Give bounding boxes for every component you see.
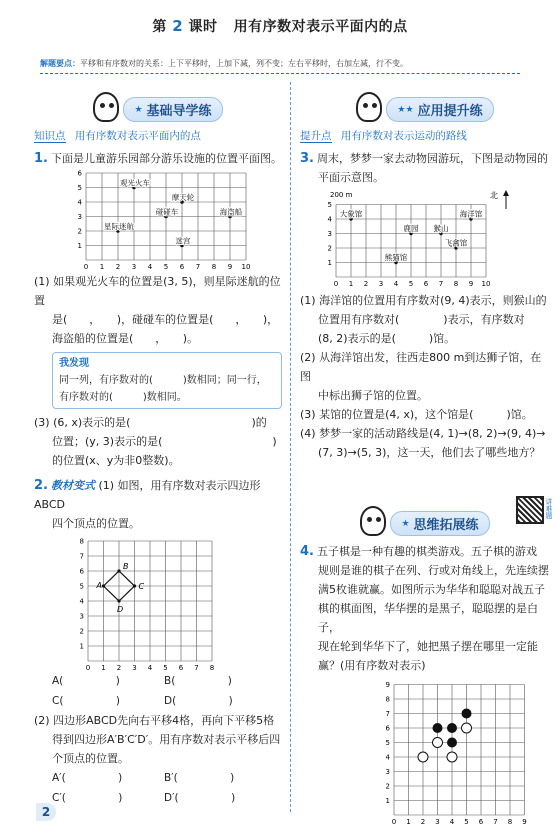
answer-a: A( ) xyxy=(52,675,120,687)
answer-c-prime: C′( ) xyxy=(52,792,123,804)
x-tick-label: 10 xyxy=(241,263,251,271)
q4-line6: 赢？(用有序数对表示) xyxy=(318,659,426,672)
x-tick-label: 6 xyxy=(178,664,184,671)
q4-line5: 现在轮到华华下了，她把黑子摆在哪里一定能 xyxy=(318,640,538,653)
lesson-number: 2 xyxy=(172,17,184,35)
x-tick-label: 0 xyxy=(333,280,339,288)
q4-line1: 五子棋是一种有趣的棋类游戏。五子棋的游戏 xyxy=(316,545,537,558)
tips-label: 解题要点： xyxy=(40,59,80,68)
white-stone xyxy=(447,752,457,762)
x-tick-label: 2 xyxy=(116,664,122,671)
x-tick-label: 0 xyxy=(85,664,91,671)
x-tick-label: 0 xyxy=(391,818,397,825)
location-label: 飞禽馆 xyxy=(444,238,468,248)
point-label: 迷宫 xyxy=(175,236,191,246)
question-text: 下面是儿童游乐园部分游乐设施的位置平面图。 xyxy=(50,152,282,165)
y-tick-label: 1 xyxy=(79,642,84,651)
x-tick-label: 7 xyxy=(194,664,199,671)
y-tick-label: 5 xyxy=(77,184,82,192)
answer-b: B( ) xyxy=(164,675,232,687)
section-banner xyxy=(123,97,222,122)
point-label: 星际迷航 xyxy=(104,222,134,231)
q2-part1-line2: 四个顶点的位置。 xyxy=(52,517,140,530)
lesson-prefix: 第 xyxy=(152,19,167,35)
lesson-title: 用有序数对表示平面内的点 xyxy=(233,19,408,35)
y-tick-label: 1 xyxy=(327,259,332,267)
white-stone xyxy=(462,723,472,733)
q4-line3: 满5枚谁就赢。如图所示为华华和聪聪对战五子 xyxy=(318,583,545,596)
section-header-basic xyxy=(34,82,282,122)
discover-box xyxy=(52,352,282,409)
q3-part1-line2: 位置用有序数对( )表示，有序数对 xyxy=(318,313,525,326)
x-tick-label: 3 xyxy=(378,280,384,288)
question-text-2: 平面示意图。 xyxy=(318,171,384,184)
x-tick-label: 0 xyxy=(83,263,89,271)
kp-label: 知识点 xyxy=(34,130,66,142)
question-number: 2. xyxy=(34,478,48,493)
answer-a-prime: A′( ) xyxy=(52,772,123,784)
star-icon: ★ xyxy=(401,518,410,529)
question-4 xyxy=(300,542,550,561)
x-tick-label: 4 xyxy=(393,280,399,288)
x-tick-label: 7 xyxy=(493,818,498,825)
x-tick-label: 7 xyxy=(195,263,201,271)
x-tick-label: 6 xyxy=(179,263,185,271)
q2-answers-row2 xyxy=(34,691,282,711)
location-label: 熊猫馆 xyxy=(384,253,408,262)
x-tick-label: 5 xyxy=(408,280,414,288)
black-stone xyxy=(447,723,457,733)
q3-part3: (3) 某馆的位置是(4, x)，这个馆是( )馆。 xyxy=(300,408,533,421)
q3-part1-line3: (8, 2)表示的是( )馆。 xyxy=(318,332,456,345)
q1-part3-line2: 位置；(y, 3)表示的是( ) xyxy=(52,435,277,448)
x-tick-label: 5 xyxy=(163,664,168,671)
x-tick-label: 10 xyxy=(481,280,491,288)
question-1 xyxy=(34,149,282,168)
q2-answers-row3 xyxy=(34,768,282,788)
x-tick-label: 3 xyxy=(131,263,137,271)
y-tick-label: 4 xyxy=(327,215,332,224)
discover-line2: 有序数对的( )数相同。 xyxy=(59,392,187,403)
y-tick-label: 3 xyxy=(327,230,332,238)
q4-line2: 规则是谁的棋子在列、行或对角线上，先连续摆 xyxy=(318,564,549,577)
question-number: 3. xyxy=(300,151,314,166)
kp-label: 提升点 xyxy=(300,130,332,142)
x-tick-label: 3 xyxy=(435,818,440,825)
question-number: 4. xyxy=(300,544,314,559)
point-label: 观光火车 xyxy=(120,178,150,188)
q2-answers-row1 xyxy=(34,671,282,691)
q2-part2-line1: (2) 四边形ABCD先向右平移4格，再向下平移5格 xyxy=(34,714,275,727)
section-banner xyxy=(390,511,489,536)
y-tick-label: 3 xyxy=(77,213,82,221)
playground-grid-chart xyxy=(34,168,254,272)
q1-part1-line1: (1) 如果观光火车的位置是(3, 5)，则星际迷航的位置 xyxy=(34,275,281,307)
section-banner xyxy=(386,97,493,122)
y-tick-label: 4 xyxy=(79,597,84,606)
y-tick-label: 1 xyxy=(385,797,390,805)
section-header-apply xyxy=(300,82,550,122)
q1-part3-line1: (3) (6, x)表示的是( )的 xyxy=(34,416,267,429)
vertex-point xyxy=(117,599,120,602)
point-label: 碰碰车 xyxy=(155,207,179,217)
x-tick-label: 2 xyxy=(420,818,426,825)
question-2 xyxy=(34,476,282,514)
y-tick-label: 5 xyxy=(385,739,390,747)
x-tick-label: 1 xyxy=(101,664,106,671)
tips-bar xyxy=(40,58,520,74)
q3-part2-line1: (2) 从海洋馆出发，往西走800 m到达狮子馆，在图 xyxy=(300,351,542,383)
x-tick-label: 8 xyxy=(453,280,459,288)
right-column xyxy=(300,82,553,825)
star-icon: ★★ xyxy=(397,104,414,115)
question-text: 周末，梦梦一家去动物园游玩，下图是动物园的 xyxy=(316,152,548,165)
mascot-icon xyxy=(360,506,386,536)
x-tick-label: 1 xyxy=(406,818,411,825)
qr-code-icon[interactable] xyxy=(516,496,544,524)
x-tick-label: 2 xyxy=(115,263,121,271)
black-stone xyxy=(447,738,457,748)
location-label: 海洋馆 xyxy=(459,209,483,219)
q1-part3-line3: 的位置(x、y为非0整数)。 xyxy=(52,454,180,467)
location-label: 鹿园 xyxy=(403,224,419,233)
q2-part2-line2: 得到四边形A′B′C′D′。用有序数对表示平移后四 xyxy=(52,733,281,746)
star-icon: ★ xyxy=(134,104,143,115)
black-stone xyxy=(433,723,443,733)
q2-part2-line3: 个顶点的位置。 xyxy=(52,752,129,765)
knowledge-point xyxy=(34,128,282,143)
y-tick-label: 2 xyxy=(77,227,82,236)
page-number: 2 xyxy=(36,803,56,821)
qr-label: 讲难题 xyxy=(545,498,553,519)
x-tick-label: 9 xyxy=(468,280,474,288)
y-tick-label: 6 xyxy=(77,169,82,178)
y-tick-label: 7 xyxy=(79,552,84,561)
y-tick-label: 5 xyxy=(79,582,84,591)
y-tick-label: 7 xyxy=(385,710,390,718)
gomoku-board-chart xyxy=(380,675,530,825)
location-label: 大象馆 xyxy=(339,209,363,219)
x-tick-label: 8 xyxy=(211,263,217,271)
q3-part4-line2: (7, 3)→(5, 3)，这一天，他们去了哪些地方？ xyxy=(318,446,541,459)
y-tick-label: 4 xyxy=(77,198,82,207)
section-header-think xyxy=(300,496,553,536)
x-tick-label: 4 xyxy=(449,818,455,825)
q1-part1-line2: 是( ， )，碰碰车的位置是( ， )， xyxy=(52,313,279,326)
x-tick-label: 9 xyxy=(522,818,527,825)
zoo-map-chart xyxy=(310,187,520,291)
point-label: 海盗船 xyxy=(219,207,243,217)
answer-b-prime: B′( ) xyxy=(164,772,235,784)
vertex-label: D xyxy=(117,605,124,614)
x-tick-label: 4 xyxy=(147,664,153,671)
x-tick-label: 5 xyxy=(464,818,469,825)
x-tick-label: 8 xyxy=(507,818,513,825)
section-title: 应用提升练 xyxy=(417,104,483,119)
improvement-point xyxy=(300,128,550,143)
x-tick-label: 6 xyxy=(478,818,484,825)
x-tick-label: 1 xyxy=(348,280,354,288)
y-tick-label: 8 xyxy=(79,537,84,546)
vertex-label: A xyxy=(96,581,102,590)
section-title: 思维拓展练 xyxy=(413,518,479,533)
white-stone xyxy=(418,752,428,762)
discover-tag: 我发现 xyxy=(59,358,89,369)
point-label: 摩天轮 xyxy=(171,193,195,202)
q1-part1-line3: 海盗船的位置是( ， )。 xyxy=(52,332,199,345)
y-tick-label: 6 xyxy=(385,724,390,733)
quadrilateral-grid-chart xyxy=(74,533,224,671)
north-label: 北 xyxy=(490,191,498,200)
y-tick-label: 2 xyxy=(385,782,390,791)
vertex-point xyxy=(133,584,136,587)
x-tick-label: 1 xyxy=(99,263,105,271)
location-label: 猴山 xyxy=(433,224,449,233)
vertex-label: B xyxy=(123,562,129,571)
q3-part4-line1: (4) 梦梦一家的活动路线是(4, 1)→(8, 2)→(9, 4)→ xyxy=(300,427,546,440)
q2-answers-row4 xyxy=(34,788,282,808)
white-stone xyxy=(433,738,443,748)
x-tick-label: 4 xyxy=(147,263,153,271)
y-tick-label: 9 xyxy=(385,681,390,689)
x-tick-label: 7 xyxy=(438,280,444,288)
x-tick-label: 8 xyxy=(209,664,215,671)
mascot-icon xyxy=(356,92,382,122)
scale-label: 200 m xyxy=(330,191,353,199)
vertex-point xyxy=(117,569,120,572)
page-title xyxy=(0,16,560,36)
y-tick-label: 3 xyxy=(385,768,390,776)
y-tick-label: 8 xyxy=(385,695,390,704)
x-tick-label: 2 xyxy=(363,280,369,288)
y-tick-label: 1 xyxy=(77,242,82,250)
y-tick-label: 4 xyxy=(385,753,390,762)
kp-text: 用有序数对表示平面内的点 xyxy=(74,130,201,142)
north-arrow-head xyxy=(503,190,509,196)
vertex-label: C xyxy=(138,582,145,591)
q2-part1-line1: (1) 如图，用有序数对表示四边形ABCD xyxy=(34,479,261,511)
y-tick-label: 5 xyxy=(327,201,332,209)
answer-c: C( ) xyxy=(52,695,121,707)
left-column xyxy=(34,82,282,808)
q4-line4: 棋的棋面图，华华摆的是黑子，聪聪摆的是白子， xyxy=(318,602,538,634)
vertex-point xyxy=(102,584,105,587)
y-tick-label: 2 xyxy=(327,244,332,253)
column-divider xyxy=(290,82,291,812)
q3-part2-line2: 中标出狮子馆的位置。 xyxy=(318,389,428,402)
x-tick-label: 3 xyxy=(132,664,137,671)
y-tick-label: 2 xyxy=(79,627,84,636)
kp-text: 用有序数对表示运动的路线 xyxy=(340,130,467,142)
lesson-suffix: 课时 xyxy=(188,19,218,35)
black-stone xyxy=(462,709,472,719)
discover-line1: 同一列，有序数对的( )数相同；同一行， xyxy=(59,375,267,386)
y-tick-label: 3 xyxy=(79,612,84,621)
section-title: 基础导学练 xyxy=(146,104,212,119)
answer-d: D( ) xyxy=(164,695,233,707)
question-number: 1. xyxy=(34,151,48,166)
q3-part1-line1: (1) 海洋馆的位置用有序数对(9, 4)表示，则猴山的 xyxy=(300,294,547,307)
tips-text: 平移和有序数对的关系：上下平移时，上加下减，列不变；左右平移时，右加左减，行不变。 xyxy=(80,59,408,68)
x-tick-label: 5 xyxy=(163,263,169,271)
question-3 xyxy=(300,149,550,168)
mascot-icon xyxy=(93,92,119,122)
x-tick-label: 6 xyxy=(423,280,429,288)
x-tick-label: 9 xyxy=(227,263,233,271)
textbook-tag: 教材变式 xyxy=(50,479,95,492)
y-tick-label: 6 xyxy=(79,567,84,576)
answer-d-prime: D′( ) xyxy=(164,792,236,804)
